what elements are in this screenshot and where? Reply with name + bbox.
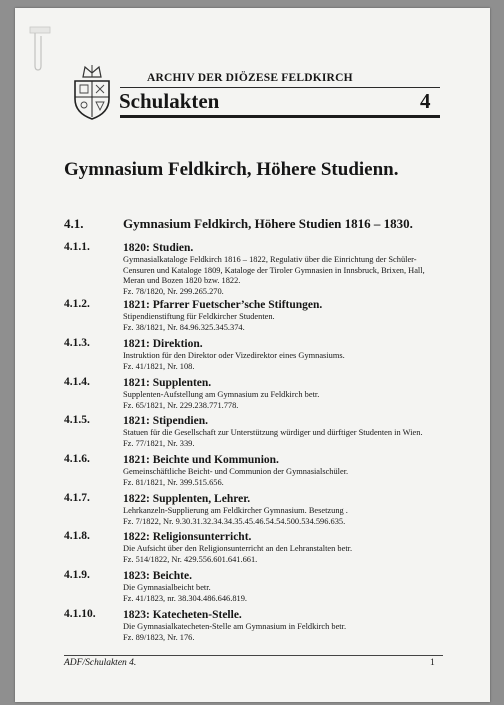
entry-line: Fz. 77/1821, Nr. 339. <box>123 438 195 448</box>
entry-number: 4.1.8. <box>64 530 90 542</box>
entry-line: Lehrkanzeln-Supplierung am Feldkircher Gymnasium. Besetzung . <box>123 506 348 515</box>
entry-line: Fz. 81/1821, Nr. 399.515.656. <box>123 477 224 487</box>
entry-line: Stipendienstiftung für Feldkircher Studenten. <box>123 312 275 321</box>
entry-line: Instruktion für den Direktor oder Vizedirektor eines Gymnasiums. <box>123 351 345 360</box>
entry-line: Fz. 38/1821, Nr. 84.96.325.345.374. <box>123 322 245 332</box>
section-number: 4.1. <box>64 216 84 231</box>
entry-number: 4.1.6. <box>64 453 90 465</box>
entry-line: Fz. 89/1823, Nr. 176. <box>123 632 195 642</box>
entry-line: Fz. 41/1821, Nr. 108. <box>123 361 195 371</box>
entry-line: Meran und Bozen 1820 bzw. 1822. <box>123 276 241 286</box>
entry-title: 1821: Pfarrer Fuetscher’sche Stiftungen. <box>123 299 323 311</box>
entry-title: 1822: Religionsunterricht. <box>123 531 252 543</box>
entry-line: Supplenten-Aufstellung am Gymnasium zu Feldkirch betr. <box>123 390 320 399</box>
entry-number: 4.1.1. <box>64 241 90 253</box>
footer-reference: ADF/Schulakten 4. <box>64 658 137 668</box>
entry-number: 4.1.3. <box>64 337 90 349</box>
entry-title: 1823: Beichte. <box>123 570 192 582</box>
entry-line: Fz. 65/1821, Nr. 229.238.771.778. <box>123 400 239 410</box>
section-title: Gymnasium Feldkirch, Höhere Studien 1816 – 1830. <box>123 216 413 231</box>
entry-title: 1821: Beichte und Kommunion. <box>123 454 279 466</box>
entry-title: 1823: Katecheten-Stelle. <box>123 609 242 621</box>
entry-line: Gemeinschäftliche Beicht- und Communion der Gymnasialschüler. <box>123 467 349 476</box>
archive-name: ARCHIV DER DIÖZESE FELDKIRCH <box>147 72 353 84</box>
entry-number: 4.1.9. <box>64 569 90 581</box>
entry-line: Fz. 7/1822, Nr. 9.30.31.32.34.34.35.45.46.54.54.500.534.596.635. <box>123 516 346 526</box>
paper-clip-icon <box>29 26 51 72</box>
header-title: Schulakten <box>119 89 220 113</box>
document-title: Gymnasium Feldkirch, Höhere Studienn. <box>64 159 399 180</box>
entry-line: Statuen für die Gesellschaft zur Unterstützung würdiger und dürftiger Studenten in Wien. <box>123 428 423 437</box>
entry-line: Die Aufsicht über den Religionsunterricht an den Lehranstalten betr. <box>123 544 353 553</box>
header-volume-number: 4 <box>420 89 431 113</box>
entry-line: Fz. 41/1823, nr. 38.304.486.646.819. <box>123 593 247 603</box>
entry-line: Fz. 514/1822, Nr. 429.556.601.641.661. <box>123 554 258 564</box>
entry-title: 1821: Stipendien. <box>123 415 208 427</box>
entry-line: Die Gymnasialkatecheten-Stelle am Gymnasium in Feldkirch betr. <box>123 622 347 631</box>
entry-title: 1820: Studien. <box>123 242 194 254</box>
footer-rule <box>64 655 443 656</box>
entry-number: 4.1.4. <box>64 376 90 388</box>
page-number: 1 <box>430 658 435 668</box>
entry-number: 4.1.7. <box>64 492 90 504</box>
entry-title: 1821: Supplenten. <box>123 377 212 389</box>
entry-number: 4.1.5. <box>64 414 90 426</box>
entry-title: 1821: Direktion. <box>123 338 203 350</box>
entry-title: 1822: Supplenten, Lehrer. <box>123 493 251 505</box>
entry-line: Die Gymnasialbeicht betr. <box>123 583 211 592</box>
entry-line: Censuren und Kataloge 1809, Kataloge der Tiroler Gymnasien in Innsbruck, Brixen, Hall, <box>123 265 425 275</box>
diocese-coat-of-arms-icon <box>71 63 113 121</box>
entry-number: 4.1.2. <box>64 298 90 310</box>
entry-line: Gymnasialkataloge Feldkirch 1816 – 1822, Regulativ über die Einrichtung der Schüler- <box>123 255 417 264</box>
header-rule-bottom <box>120 115 440 118</box>
entry-number: 4.1.10. <box>64 608 96 620</box>
document-page <box>15 8 490 702</box>
entry-line: Fz. 78/1820, Nr. 299.265.270. <box>123 286 224 296</box>
